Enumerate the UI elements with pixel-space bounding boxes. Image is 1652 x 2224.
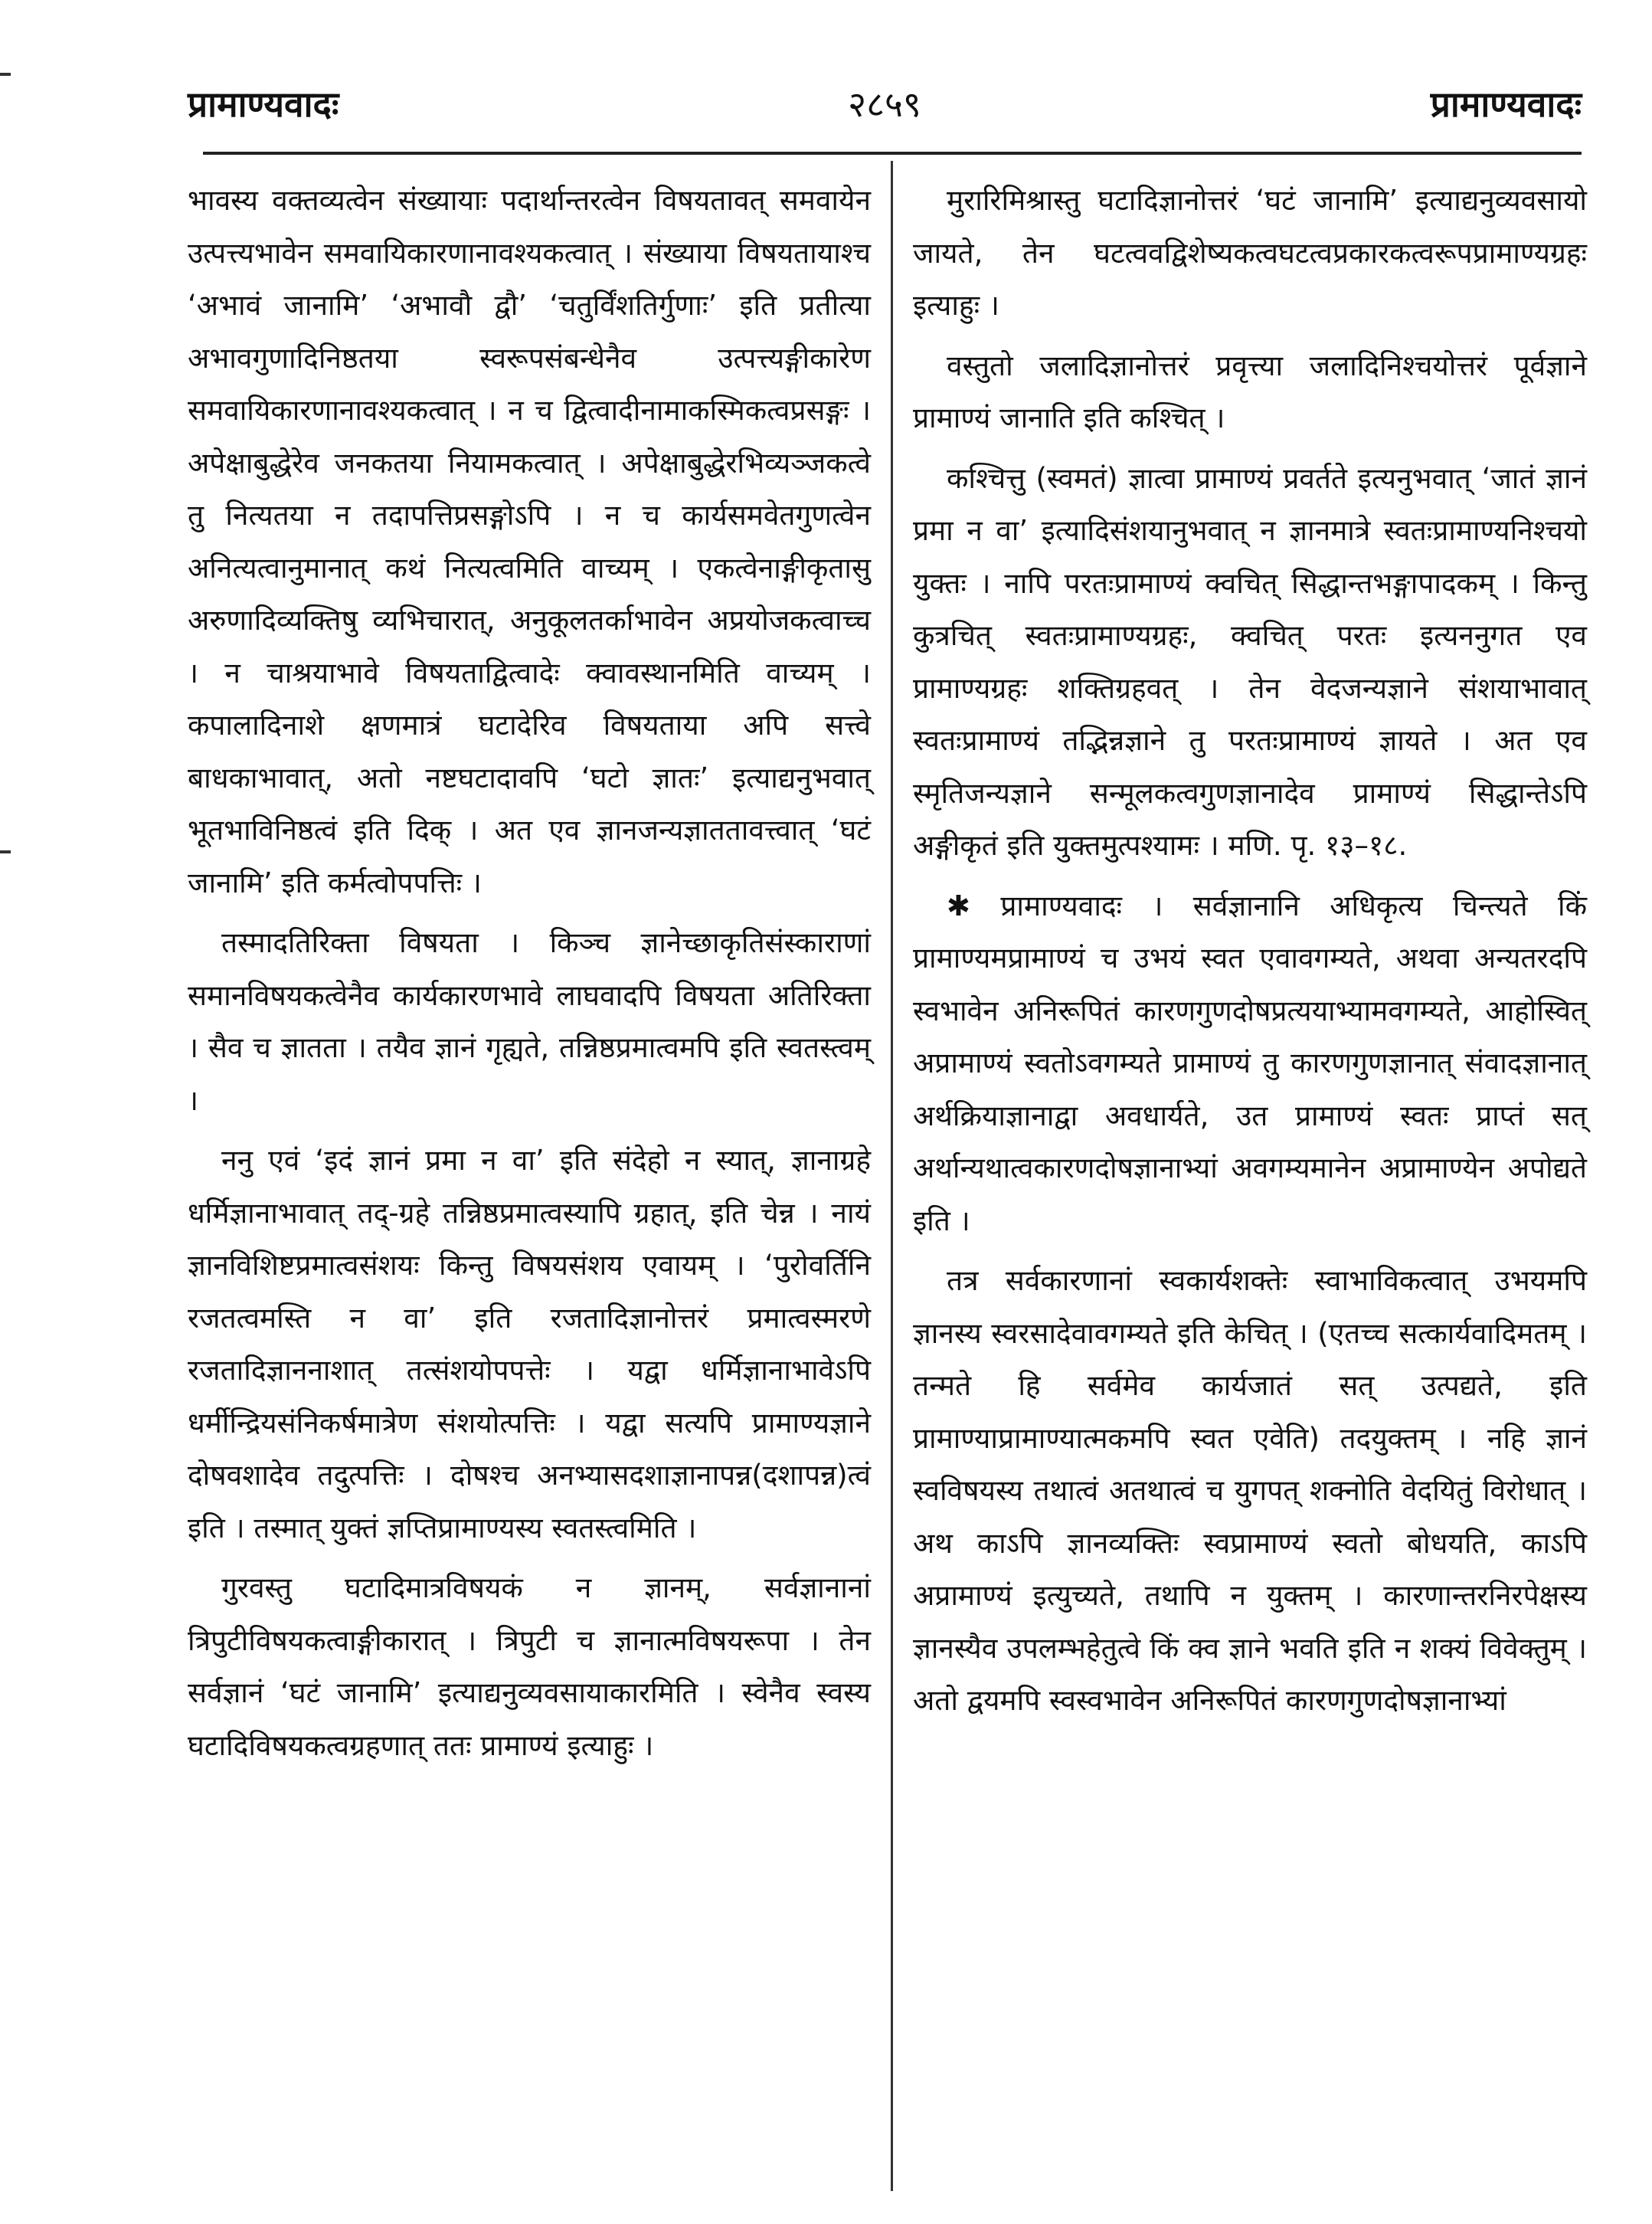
paragraph: तत्र सर्वकारणानां स्वकार्यशक्तेः स्वाभाविकत्वात् उभयमपि ज्ञानस्य स्वरसादेवावगम्यते इति केचित् । (एतच्च सत्कार्यवादिमतम् । तन्मते हि सर्वमेव कार्यजातं सत् उत्पद्यते, इति प्रामाण्याप्रामाण्यात्मकमपि स्वत एवेति) तदयुक्तम् । नहि ज्ञानं स्वविषयस्य तथात्वं अतथात्वं च युगपत् शक्नोति वेदयितुं विरोधात् । अथ काऽपि ज्ञानव्यक्तिः स्वप्रामाण्यं स्वतो बोधयति, काऽपि अप्रामाण्यं इत्युच्यते, तथापि न युक्तम् । कारणान्तरनिरपेक्षस्य ज्ञानस्यैव उपलम्भहेतुत्वे किं क्व ज्ञाने भवति इति न शक्यं विवेक्तुम् । अतो द्वयमपि स्वस्वभावेन अनिरूपितं कारणगुणदोषज्ञानाभ्यां bbox=[913, 1264, 1587, 1717]
left-column bbox=[188, 175, 871, 1780]
paragraph: तस्मादतिरिक्ता विषयता । किञ्च ज्ञानेच्छाकृतिसंस्काराणां समानविषयकत्वेनैव कार्यकारणभावे लाघवादपि विषयता अतिरिक्ता । सैव च ज्ञातता । तयैव ज्ञानं गृह्यते, तन्निष्ठप्रमात्वमपि इति स्वतस्त्वम् । bbox=[188, 926, 871, 1117]
paragraph: ✱ प्रामाण्यवादः । सर्वज्ञानानि अधिकृत्य चिन्त्यते किं प्रामाण्यमप्रामाण्यं च उभयं स्वत एवावगम्यते, अथवा अन्यतरदपि स्वभावेन अनिरूपितं कारणगुणदोषप्रत्ययाभ्यामवगम्यते, आहोस्वित् अप्रामाण्यं स्वतोऽवगम्यते प्रामाण्यं तु कारणगुणज्ञानात् संवादज्ञानात् अर्थक्रियाज्ञानाद्वा अवधार्यते, उत प्रामाण्यं स्वतः प्राप्तं सत् अर्थान्यथात्वकारणदोषज्ञानाभ्यां अवगम्यमानेन अप्रामाण्येन अपोद्यते इति । bbox=[913, 889, 1587, 1237]
right-column bbox=[913, 175, 1587, 1735]
page-header bbox=[188, 77, 1582, 138]
paragraph: ननु एवं ‘इदं ज्ञानं प्रमा न वा’ इति संदेहो न स्यात्, ज्ञानाग्रहे धर्मिज्ञानाभावात् तद्-ग्रहे तन्निष्ठप्रमात्वस्यापि ग्रहात्, इति चेन्न । नायं ज्ञानविशिष्टप्रमात्वसंशयः किन्तु विषयसंशय एवायम् । ‘पुरोवर्तिनि रजतत्वमस्ति न वा’ इति रजतादिज्ञानोत्तरं प्रमात्वस्मरणे रजतादिज्ञाननाशात् तत्संशयोपपत्तेः । यद्वा धर्मिज्ञानाभावेऽपि धर्मीन्द्रियसंनिकर्षमात्रेण संशयोत्पत्तिः । यद्वा सत्यपि प्रामाण्यज्ञाने दोषवशादेव तदुत्पत्तिः । दोषश्च अनभ्यासदशाज्ञानापन्न(दशापन्न)त्वं इति । तस्मात् युक्तं ज्ञप्तिप्रामाण्यस्य स्वतस्त्वमिति । bbox=[188, 1144, 871, 1544]
running-title-right: प्रामाण्यवादः bbox=[1430, 84, 1582, 125]
margin-tick bbox=[0, 850, 11, 853]
page-number: २८५९ bbox=[848, 84, 921, 125]
running-title-left: प्रामाण्यवादः bbox=[188, 84, 339, 125]
paragraph: गुरवस्तु घटादिमात्रविषयकं न ज्ञानम्, सर्वज्ञानानां त्रिपुटीविषयकत्वाङ्गीकारात् । त्रिपुटी च ज्ञानात्मविषयरूपा । तेन सर्वज्ञानं ‘घटं जानामि’ इत्याद्यनुव्यवसायाकारमिति । स्वेनैव स्वस्य घटादिविषयकत्वग्रहणात् ततः प्रामाण्यं इत्याहुः । bbox=[188, 1571, 871, 1762]
paragraph: वस्तुतो जलादिज्ञानोत्तरं प्रवृत्त्या जलादिनिश्चयोत्तरं पूर्वज्ञाने प्रामाण्यं जानाति इति कश्चित् । bbox=[913, 349, 1587, 434]
paragraph: कश्चित्तु (स्वमतं) ज्ञात्वा प्रामाण्यं प्रवर्तते इत्यनुभवात् ‘जातं ज्ञानं प्रमा न वा’ इत्यादिसंशयानुभवात् न ज्ञानमात्रे स्वतःप्रामाण्यनिश्चयो युक्तः । नापि परतःप्रामाण्यं क्वचित् सिद्धान्तभङ्गापादकम् । किन्तु कुत्रचित् स्वतःप्रामाण्यग्रहः, क्वचित् परतः इत्यननुगत एव प्रामाण्यग्रहः शक्तिग्रहवत् । तेन वेदजन्यज्ञाने संशयाभावात् स्वतःप्रामाण्यं तद्भिन्नज्ञाने तु परतःप्रामाण्यं ज्ञायते । अत एव स्मृतिजन्यज्ञाने सन्मूलकत्वगुणज्ञानादेव प्रामाण्यं सिद्धान्तेऽपि अङ्गीकृतं इति युक्तमुत्पश्यामः । मणि. पृ. १३–१८. bbox=[913, 461, 1587, 862]
header-rule bbox=[203, 152, 1582, 155]
paragraph: मुरारिमिश्रास्तु घटादिज्ञानोत्तरं ‘घटं जानामि’ इत्याद्यनुव्यवसायो जायते, तेन घटत्ववद्विशेष्यकत्वघटत्वप्रकारकत्वरूपप्रामाण्यग्रहः इत्याहुः । bbox=[913, 184, 1587, 322]
margin-tick bbox=[0, 73, 11, 76]
column-divider bbox=[891, 161, 893, 2191]
paragraph: भावस्य वक्तव्यत्वेन संख्यायाः पदार्थान्तरत्वेन विषयतावत् समवायेन उत्पत्त्यभावेन समवायिकारणानावश्यकत्वात् । संख्याया विषयतायाश्च ‘अभावं जानामि’ ‘अभावौ द्वौ’ ‘चतुर्विंशतिर्गुणाः’ इति प्रतीत्या अभावगुणादिनिष्ठतया स्वरूपसंबन्धेनैव उत्पत्त्यङ्गीकारेण समवायिकारणानावश्यकत्वात् । न च द्वित्वादीनामाकस्मिकत्वप्रसङ्गः । अपेक्षाबुद्धेरेव जनकतया नियामकत्वात् । अपेक्षाबुद्धेरभिव्यञ्जकत्वे तु नित्यतया न तदापत्तिप्रसङ्गोऽपि । न च कार्यसमवेतगुणत्वेन अनित्यत्वानुमानात् कथं नित्यत्वमिति वाच्यम् । एकत्वेनाङ्गीकृतासु अरुणादिव्यक्तिषु व्यभिचारात्, अनुकूलतर्काभावेन अप्रयोजकत्वाच्च । न चाश्रयाभावे विषयताद्वित्वादेः क्वावस्थानमिति वाच्यम् । कपालादिनाशे क्षणमात्रं घटादेरिव विषयताया अपि सत्त्वे बाधकाभावात्, अतो नष्टघटादावपि ‘घटो ज्ञातः’ इत्याद्यनुभवात् भूतभाविनिष्ठत्वं इति दिक् । अत एव ज्ञानजन्यज्ञाततावत्त्वात् ‘घटं जानामि’ इति कर्मत्वोपपत्तिः । bbox=[188, 184, 871, 899]
